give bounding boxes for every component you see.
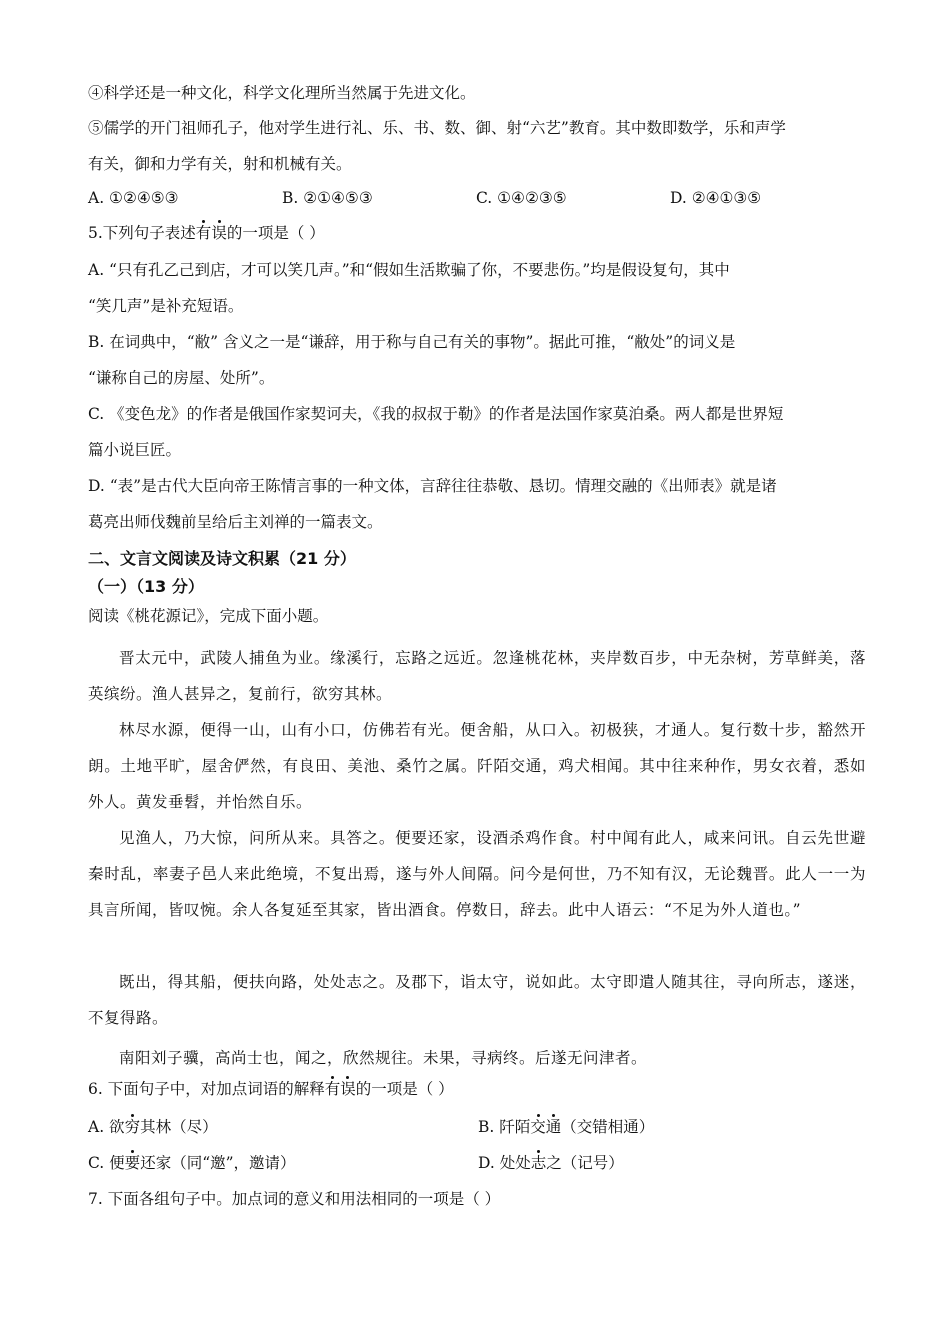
passage-paragraph-1: 晋太元中，武陵人捕鱼为业。缘溪行，忘路之远近。忽逢桃花林，夹岸数百步，中无杂树，芳草鲜美，落英缤纷。渔人甚异之，复前行，欲穷其林。 (88, 649, 866, 703)
passage-paragraph-3: 见渔人，乃大惊，问所从来。具答之。便要还家，设酒杀鸡作食。村中闻有此人，咸来问讯。自云先世避秦时乱，率妻子邑人来此绝境，不复出焉，遂与外人间隔。问今是何世，乃不知有汉，无论魏晋。此人一一为具言所闻，皆叹惋。余人各复延至其家，皆出酒食。停数日，辞去。此中人语云：“不足为外人道也。” (88, 829, 866, 919)
q4-item-4: ④科学还是一种文化，科学文化理所当然属于先进文化。 (88, 84, 476, 102)
q5-option-b-line2: “谦称自己的房屋、处所”。 (88, 369, 275, 387)
q6-option-a: A. 欲穷其林（尽） (88, 1118, 218, 1136)
emphasis-dot-char: 要 (124, 1154, 141, 1172)
q5-option-a-line2: “笑几声”是补充短语。 (88, 297, 244, 315)
emphasis-dot-char: 志 (530, 1154, 547, 1172)
q6-option-c: C. 便要还家（同“邀”，邀请） (88, 1154, 296, 1172)
q4-item-5-line2: 有关，御和力学有关，射和机械有关。 (88, 155, 352, 173)
emphasis-dot-char: 误 (211, 224, 227, 242)
q6-options-row-1 (88, 1118, 868, 1137)
emphasis-dot-char: 有 (195, 224, 212, 242)
emphasis-dot-char: 误 (340, 1080, 356, 1098)
emphasis-dot-char: 穷 (124, 1118, 141, 1136)
q6-options-row-2 (88, 1154, 868, 1173)
q6-option-d: D. 处处志之（记号） (478, 1154, 624, 1172)
emphasis-dot-char: 通 (545, 1118, 562, 1136)
q4-option-c: C. ①④②③⑤ (476, 189, 567, 207)
emphasis-dot-char: 有 (324, 1080, 341, 1098)
q7-stem: 7. 下面各组句子中。加点词的意义和用法相同的一项是（ ） (88, 1190, 501, 1208)
q6-option-b: B. 阡陌交通（交错相通） (478, 1118, 655, 1136)
section-title: 二、文言文阅读及诗文积累（21 分） (88, 549, 356, 568)
subsection-title: （一）（13 分） (88, 577, 204, 596)
reading-instruction: 阅读《桃花源记》，完成下面小题。 (88, 607, 329, 625)
q4-option-b: B. ②①④⑤③ (282, 189, 373, 207)
q5-option-d-line2: 葛亮出师伐魏前呈给后主刘禅的一篇表文。 (88, 513, 383, 531)
passage-paragraph-4: 既出，得其船，便扶向路，处处志之。及郡下，诣太守，说如此。太守即遣人随其往，寻向所志，遂迷，不复得路。 (88, 973, 866, 1027)
q5-option-c-line1: C. 《变色龙》的作者是俄国作家契诃夫，《我的叔叔于勒》的作者是法国作家莫泊桑。两人都是世界短 (88, 405, 784, 423)
emphasis-dot-char: 交 (530, 1118, 546, 1136)
q4-item-5-line1: ⑤儒学的开门祖师孔子，他对学生进行礼、乐、书、数、御、射“六艺”教育。其中数即数学，乐和声学 (88, 119, 786, 137)
q4-option-d: D. ②④①③⑤ (670, 189, 762, 207)
q5-option-b-line1: B. 在词典中，“敝” 含义之一是“谦辞，用于称与自己有关的事物”。据此可推，“敝处”的词义是 (88, 333, 736, 351)
q4-options (88, 189, 868, 208)
q5-option-c-line2: 篇小说巨匠。 (88, 441, 182, 459)
q4-option-a: A. ①②④⑤③ (88, 189, 179, 207)
q5-stem: 5.下列句子表述有误的一项是（ ） (88, 224, 325, 242)
q5-option-d-line1: D. “表”是古代大臣向帝王陈情言事的一种文体，言辞往往恭敬、恳切。情理交融的《出师表》就是诸 (88, 477, 777, 495)
passage-paragraph-5: 南阳刘子骥，高尚士也，闻之，欣然规往。未果，寻病终。后遂无问津者。 (119, 1049, 648, 1067)
q5-option-a-line1: A. “只有孔乙己到店，才可以笑几声。”和“假如生活欺骗了你，不要悲伤。”均是假设复句，其中 (88, 261, 730, 279)
passage-paragraph-2: 林尽水源，便得一山，山有小口，仿佛若有光。便舍船，从口入。初极狭，才通人。复行数十步，豁然开朗。土地平旷，屋舍俨然，有良田、美池、桑竹之属。阡陌交通，鸡犬相闻。其中往来种作，男女衣着，悉如外人。黄发垂髫，并怡然自乐。 (88, 721, 866, 811)
q6-stem: 6. 下面句子中，对加点词语的解释有误的一项是（ ） (88, 1080, 454, 1098)
